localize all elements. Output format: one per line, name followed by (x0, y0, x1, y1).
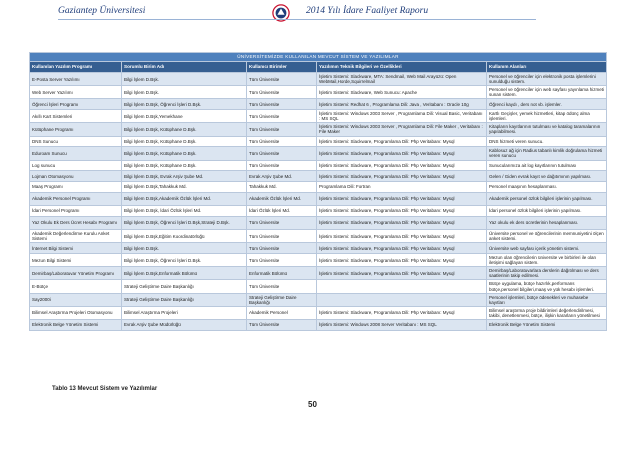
table-cell: Öğrenci İşleri Programı (30, 99, 122, 110)
table-cell: İşletim Sistemi: Slackware, Web Sunucu: Apache (317, 86, 487, 99)
table-cell: DNS Sunucu (30, 136, 122, 147)
column-header: Kullanıcı Birimler (247, 62, 317, 73)
table-cell: Bilgi İşlem D.Bşk, Kütüphane D.Bşk. (122, 136, 247, 147)
table-cell: Bilgi İşlem D.Bşk. (122, 243, 247, 254)
table-cell: Bilgi İşlem D.Bşk. (122, 73, 247, 86)
table-cell: İşletim Sistemi: Windows 2003 Server , Programlama Dili: File Maker , Veritabanı : File Maker (317, 123, 487, 136)
table-row (30, 293, 607, 306)
column-header: Kullanım Alanları (487, 62, 607, 73)
table-cell: Evrak Arşiv Şube Müdürlüğü (122, 320, 247, 331)
table-cell: Kütüphane Programı (30, 123, 122, 136)
table-row (30, 110, 607, 123)
table-cell: Maaş Programı (30, 182, 122, 193)
table-cell: Bilgi İşlem D.Bşk, Öğrenci İşleri D.Bşk. (122, 99, 247, 110)
table-cell: Akademik Personel (247, 306, 317, 319)
table-cell: Bilgi İşlem D.Bşk, Evrak Arşiv Şube Md. (122, 171, 247, 182)
systems-table-wrapper (29, 52, 606, 331)
university-name: Gaziantep Üniversitesi (58, 6, 146, 16)
page-header (58, 4, 536, 18)
table-cell: Mezun Bilgi Sistemi (30, 254, 122, 267)
table-cell: Bilgi İşlem D.Bşk, İdari Özlük İşleri Md. (122, 206, 247, 217)
table-cell: Bilgi İşlem D.Bşk, Kütüphane D.Bşk. (122, 160, 247, 171)
table-row (30, 306, 607, 319)
table-cell: Bilimsel Araştırma Projeleri Otomasyonu (30, 306, 122, 319)
table-cell: Üniversite personel ve öğrencilerinin memnuniyetini ölçen anket sistemi. (487, 230, 607, 243)
table-row (30, 243, 607, 254)
table-cell: Tüm Üniversite (247, 136, 317, 147)
table-cell: Bilimsel Araştırma Projeleri (122, 306, 247, 319)
table-row (30, 216, 607, 229)
table-cell: Bilgi İşlem D.Bşk,Tahakkuk Md. (122, 182, 247, 193)
table-cell: Tüm Üniversite (247, 230, 317, 243)
table-cell: İşletim Sistemi: Slackware, Programlama Dili: Php Veritabanı: Mysql (317, 306, 487, 319)
table-cell: Tüm Üniversite (247, 160, 317, 171)
column-header: Sorumlu Birim Adı (122, 62, 247, 73)
table-cell: Elektronik Belge Yönetim Sistemi (487, 320, 607, 331)
table-cell: Tüm Üniversite (247, 216, 317, 229)
table-cell: Kartlı Geçişler, yemek hizmetleri, kitap ödünç alma işlemleri. (487, 110, 607, 123)
table-cell: Demirbaş/Laboratuvar Yönetim Programı (30, 267, 122, 280)
table-row (30, 73, 607, 86)
table-cell: Mezun olan öğrencilerin üniversite ve birbirleri ile olan iletişimi sağlayan sistem. (487, 254, 607, 267)
table-cell: İdari personel özlük bilgileri işlerinin yapılması. (487, 206, 607, 217)
table-cell: Bilgi İşlem D.Bşk, Öğrenci İşleri D.Bşk,Strateji D.Bşk. (122, 216, 247, 229)
table-cell: Personel ve öğrenciler için elektronik posta işlemlerini sunulduğu sistem. (487, 73, 607, 86)
table-row (30, 230, 607, 243)
table-row (30, 206, 607, 217)
page-number: 50 (308, 400, 317, 409)
table-cell: E-Bütçe (30, 280, 122, 293)
table-cell: İşletim Sistemi: Redhat 6 , Programlama Dili: Java , Veritabanı : Oracle 10g (317, 99, 487, 110)
table-cell: İdari Özlük İşleri Md. (247, 206, 317, 217)
table-cell: Tüm Üniversite (247, 123, 317, 136)
table-cell: Tüm Üniversite (247, 99, 317, 110)
table-cell: Bilgi İşlem D.Bşk,Akademik Özlük İşleri Md. (122, 192, 247, 205)
table-cell: Web Server Yazılımı (30, 86, 122, 99)
table-cell: Akademik Değerlendirme Kurulu Anket Sistemi (30, 230, 122, 243)
table-row (30, 86, 607, 99)
column-header: Kullanılan Yazılım Programı (30, 62, 122, 73)
table-caption: Tablo 13 Mevcut Sistem ve Yazılımlar (52, 386, 158, 392)
table-cell: Bütçe uygulama, bütçe hazırlık,performans bütçe,personel bilgileri,maaş ve yük hesabı işlemleri. (487, 280, 607, 293)
report-title: 2014 Yılı İdare Faaliyet Raporu (306, 6, 429, 16)
table-cell: Bilgi İşlem D.Bşk, Kütüphane D.Bşk. (122, 147, 247, 160)
table-cell: Sunucularımıza ait log kayıtlarının tutulması (487, 160, 607, 171)
table-row (30, 192, 607, 205)
table-cell: Strateji Geliştirme Daire Başkanlığı (247, 293, 317, 306)
table-cell: Yaz Okulu Ek Ders Ücret Hesabı Programı (30, 216, 122, 229)
table-cell: Eduroam Sunucu (30, 147, 122, 160)
systems-table (29, 52, 607, 331)
table-cell: Tüm Üniversite (247, 254, 317, 267)
table-cell: Programlama Dili: Fortran (317, 182, 487, 193)
table-cell: Yaz okulu ek ders ücretlerinin hesaplanması. (487, 216, 607, 229)
table-cell: Bilgi İşlem D.Bşk,Eğitim Koordinatörlüğü (122, 230, 247, 243)
table-cell: İşletim Sistemi: Slackware, Programlama Dili: Php Veritabanı: Mysql (317, 206, 487, 217)
table-row (30, 99, 607, 110)
table-cell: Gelen / Giden evrak kayıt ve dağıtımının yapılması. (487, 171, 607, 182)
table-cell: Üniversite web sayfası içerik yönetim sistemi. (487, 243, 607, 254)
table-cell: Strateji Geliştirme Daire Başkanlığı (122, 280, 247, 293)
table-cell: İşletim Sistemi: Slackware, Programlama Dili: Php Veritabanı: Mysql (317, 254, 487, 267)
table-cell: Akıllı Kart Sistemleri (30, 110, 122, 123)
header-divider (58, 19, 536, 20)
table-cell: İnternet Bilgi Sistemi (30, 243, 122, 254)
table-cell: Bilgi İşlem D.Bşk,Enformatik Bölümü (122, 267, 247, 280)
table-cell: Tüm Üniversite (247, 147, 317, 160)
table-cell: Bilgi İşlem D.Bşk,Yemekhane (122, 110, 247, 123)
table-cell: DNS hizmeti veren sunucu. (487, 136, 607, 147)
table-cell: Elektronik Belge Yönetim Sistemi (30, 320, 122, 331)
table-row (30, 160, 607, 171)
table-cell: İşletim Sistemi: Slackware, Programlama Dili: Php Veritabanı: Mysql (317, 147, 487, 160)
table-cell: Bilgi İşlem D.Bşk. (122, 86, 247, 99)
table-cell: Akademik Personel Programı (30, 192, 122, 205)
table-cell: Kablosuz ağ için Radius tabanlı kimlik doğrulama hizmeti veren sunucu (487, 147, 607, 160)
table-cell: İdari Personel Programı (30, 206, 122, 217)
table-cell: İşletim Sistemi: Slackware, Programlama Dili: Php Veritabanı: Mysql (317, 171, 487, 182)
table-cell: Log sunucu (30, 160, 122, 171)
table-cell: İşletim Sistemi: Windows 2003 Server , Programlama Dili: Visual Basic, Veritabanı : MS SQL (317, 110, 487, 123)
table-cell: Lojman Otomasyonu (30, 171, 122, 182)
table-cell: Enformatik Bölümü (247, 267, 317, 280)
table-row (30, 254, 607, 267)
table-row (30, 123, 607, 136)
table-cell: İşletim Sistemi: Windows 2008 Server Veritabanı : MS SQL (317, 320, 487, 331)
table-cell: İşletim Sistemi: Slackware, Programlama Dili: Php Veritabanı: Mysql (317, 216, 487, 229)
table-cell: Tüm Üniversite (247, 86, 317, 99)
table-cell: Tüm Üniversite (247, 320, 317, 331)
table-cell: İşletim Sistemi: Slackware, Programlama Dili: Php Veritabanı: Mysql (317, 267, 487, 280)
table-row (30, 320, 607, 331)
table-cell: Personel ve öğrenciler için web sayfası yayınlama hizmeti sunan sistem. (487, 86, 607, 99)
table-row (30, 136, 607, 147)
table-cell: İşletim Sistemi: Slackware, MTA: Sendmail, Web Mail Arayüzü: Open WebMail,Horde,Squirrelmail (317, 73, 487, 86)
table-row (30, 267, 607, 280)
table-cell: Tahakkuk Md. (247, 182, 317, 193)
table-row (30, 182, 607, 193)
table-cell: Öğrenci kaydı , ders not vb. işlemler. (487, 99, 607, 110)
table-cell: Akademik Özlük İşleri Md. (247, 192, 317, 205)
table-cell (317, 280, 487, 293)
table-cell: Personel işlemleri, bütçe ödenekleri ve muhasebe kayıtları (487, 293, 607, 306)
table-cell: İşletim Sistemi: Slackware, Programlama Dili: Php Veritabanı: Mysql (317, 243, 487, 254)
table-cell: Say2000i (30, 293, 122, 306)
table-title: ÜNİVERSİTEMİZDE KULLANILAN MEVCUT SİSTEM VE YAZILIMLAR (30, 53, 607, 62)
table-row (30, 171, 607, 182)
table-cell: İşletim Sistemi: Slackware, Programlama Dili: Php Veritabanı: Mysql (317, 230, 487, 243)
table-row (30, 147, 607, 160)
table-cell: Strateji Geliştirme Daire Başkanlığı (122, 293, 247, 306)
table-cell: Bilimsel araştırma proje bildirimleri değerlendirilmesi, takibi, denetlenmesi, bütçe, ilişkin kararların yönetilmesi (487, 306, 607, 319)
table-cell: İşletim Sistemi: Slackware, Programlama Dili: Php Veritabanı: Mysql (317, 160, 487, 171)
column-header: Yazılımın Teknik Bilgileri ve Özellikleri (317, 62, 487, 73)
table-cell: İşletim Sistemi: Slackware, Programlama Dili: Php Veritabanı: Mysql (317, 136, 487, 147)
table-cell: E-Posta Server Yazılımı (30, 73, 122, 86)
table-cell: Akademik personel özlük bilgileri işlerinin yapılması. (487, 192, 607, 205)
table-cell: Bilgi İşlem D.Bşk, Öğrenci İşleri D.Bşk. (122, 254, 247, 267)
table-cell: Tüm Üniversite (247, 280, 317, 293)
table-cell: Kitapların kayıtlarının tutulması ve katalog taramalarının yapılabilmesi. (487, 123, 607, 136)
table-cell: İşletim Sistemi: Slackware, Programlama Dili: Php Veritabanı: Mysql (317, 192, 487, 205)
table-cell: Tüm Üniversite (247, 110, 317, 123)
table-cell: Personel maaşının hesaplanması. (487, 182, 607, 193)
table-row (30, 280, 607, 293)
table-cell: Demirbaş/Laboratuvarlara derslerin dağıtılması ve ders saatlerinin takip edilmesi. (487, 267, 607, 280)
table-cell: Tüm Üniversite (247, 73, 317, 86)
table-cell: Evrak Arşiv Şube Md. (247, 171, 317, 182)
table-cell (317, 293, 487, 306)
table-cell: Bilgi İşlem D.Bşk, Kütüphane D.Bşk. (122, 123, 247, 136)
table-cell: Tüm Üniversite (247, 243, 317, 254)
